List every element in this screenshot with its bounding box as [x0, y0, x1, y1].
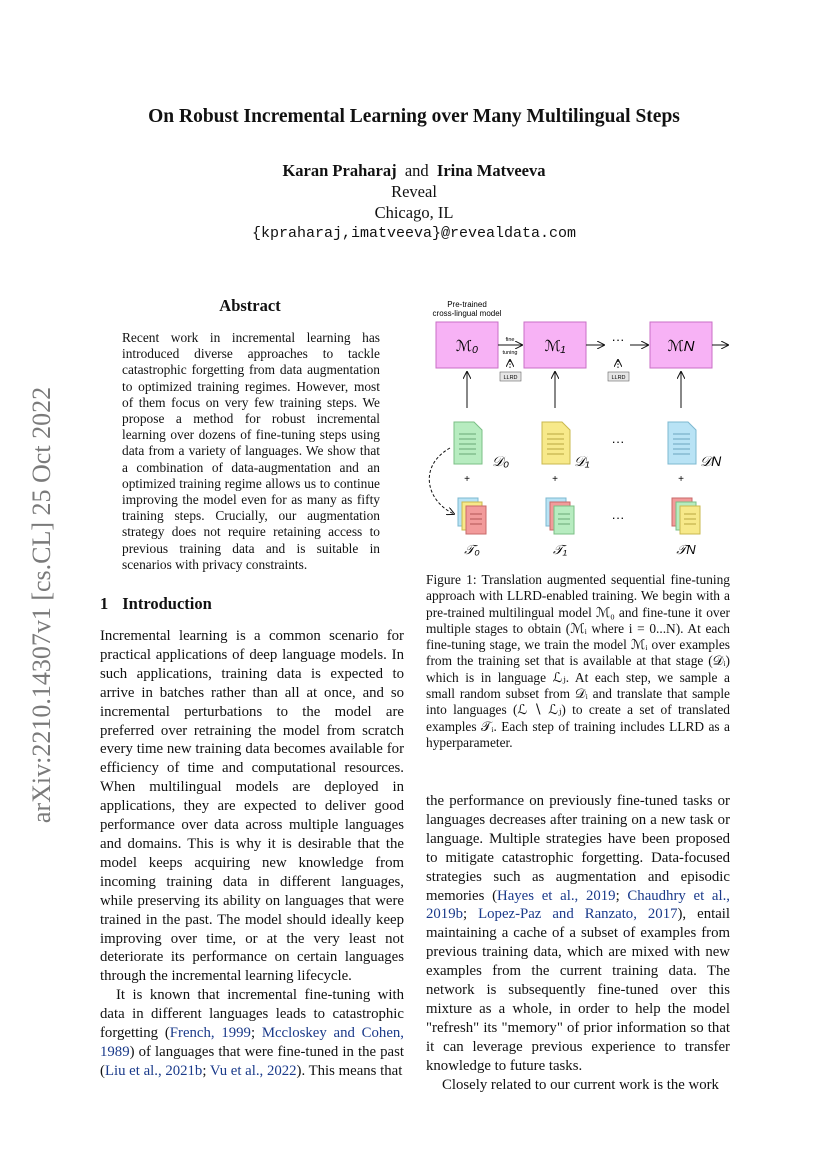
llrd-label: LLRD	[503, 375, 518, 381]
citation-link[interactable]: Hayes et al., 2019	[497, 887, 616, 904]
right-column-body	[426, 792, 730, 1095]
translated-label: 𝒯N	[676, 542, 696, 557]
citation-link[interactable]: Lopez-Paz and Ranzato, 2017	[478, 906, 678, 923]
llrd-label: LLRD	[611, 375, 626, 381]
translated-label: 𝒯₁	[552, 542, 568, 557]
plus-sign: +	[552, 474, 558, 485]
figure-caption: Figure 1: Translation augmented sequential fine-tuning approach with LLRD-enabled training. We begin with a pre-trained multilingual model ℳ₀ and fine-tune it over multiple stages to obtain (ℳᵢ where i = 0...N). At each fine-tuning stage, we train the model ℳᵢ over examples from the training set that is available at that stage (𝒟ᵢ) which is in language ℒⱼ. At each step, we sample a small random subset from 𝒟ᵢ and translate that sample into languages (ℒ ∖ ℒⱼ) to create a set of translated examples 𝒯ᵢ. Each step of training includes LLRD as a hyperparameter.	[426, 572, 730, 750]
citation-link[interactable]: French, 1999	[169, 1025, 251, 1042]
finetune-label: tuning	[502, 350, 518, 356]
translated-set-tn	[672, 498, 700, 534]
finetune-label: fine	[505, 337, 515, 343]
section-title: Introduction	[122, 594, 212, 613]
author-block	[100, 160, 728, 244]
arxiv-identifier: arXiv:2210.14307v1 [cs.CL] 25 Oct 2022	[27, 386, 56, 824]
left-column-body	[100, 627, 404, 1081]
model-label: ℳ₁	[544, 338, 566, 355]
intro-paragraph: Incremental learning is a common scenario for practical applications of deep language models. In such applications, training data is expected to arrive in batches rather than all at once, and so incremental perturbations to the model are preferred over retraining the model from scratch every time new training data becomes available for efficiency of time and computational resources. When multilingual models are deployed in applications, they are expected to deliver good performance over data across multiple languages and domains. This is why it is desirable that the model keeps acquiring new knowledge from incoming training data in different languages, while preserving its ability on languages that were trained in the past. The model should ideally keep improving over time, or at the very least not deteriorate its performance on certain languages through the incremental learning lifecycle.	[100, 628, 404, 985]
section-number: 1	[100, 594, 109, 613]
translated-set-t1	[546, 498, 574, 534]
dataset-document-d1	[542, 422, 570, 464]
citation-link[interactable]: Mccloskey and Cohen, 1989	[100, 1025, 404, 1060]
section-heading	[100, 594, 212, 614]
citation-link[interactable]: Chaudhry et al., 2019b	[426, 887, 731, 923]
dataset-label: 𝒟N	[700, 453, 722, 469]
figure-1-diagram	[418, 296, 738, 561]
ellipsis: ···	[611, 332, 625, 347]
ellipsis: ···	[611, 434, 625, 449]
intro-paragraph: It is known that incremental fine-tuning with data in different languages leads to catastrophic forgetting (French, 1999; Mccloskey and Cohen, 1989) of languages that were fine-tuned in the past (Liu et al., 2021b; Vu et al., 2022). This means that	[100, 987, 404, 1079]
citation-link[interactable]: Liu et al., 2021b	[104, 1062, 203, 1079]
affiliation: Reveal	[391, 182, 437, 201]
pretrained-label: Pre-trained	[447, 300, 487, 309]
model-label: ℳN	[667, 338, 695, 355]
dataset-label: 𝒟₁	[574, 453, 590, 469]
abstract-text: Recent work in incremental learning has introduced diverse approaches to tackle catastrophic forgetting from data augmentation to optimized training regimes. However, most of them focus on very few training steps. We propose a method for robust incremental learning over dozens of fine-tuning steps using data from a variety of languages. We show that a combination of data-augmentation and an optimized training regime allows us to continue improving the model even for as many as fifty training steps. Crucially, our augmentation strategy does not require retaining access to previous training data and is suitable in scenarios with privacy constraints.	[122, 330, 380, 572]
body-paragraph: Closely related to our current work is the work	[442, 1076, 719, 1093]
dataset-label: 𝒟₀	[492, 453, 510, 469]
author-name: Irina Matveeva	[436, 161, 546, 180]
email: {kpraharaj,imatveeva}@revealdata.com	[251, 225, 577, 242]
dataset-document-d0	[454, 422, 482, 464]
translated-label: 𝒯₀	[464, 542, 480, 557]
citation-link[interactable]: Vu et al., 2022	[209, 1062, 297, 1079]
ellipsis: ···	[611, 510, 625, 525]
dataset-document-dn	[668, 422, 696, 464]
translation-arrow	[429, 448, 454, 514]
author-conjunction: and	[404, 161, 429, 180]
body-paragraph: the performance on previously fine-tuned tasks or languages decreases after training on a new task or language. Multiple strategies have been proposed to mitigate catastrophic forgetting. Data-focused strategies such as augmentation and episodic memories (Hayes et al., 2019; Chaudhry et al., 2019b; Lopez-Paz and Ranzato, 2017), entail maintaining a cache of a subset of examples from previous training data, which are mixed with new examples from the current training data. The network is subsequently fine-tuned over this mixture as a whole, in order to help the model "refresh" its "memory" of prior information so that it can leverage previous experience to transfer knowledge to future tasks.	[426, 793, 731, 1074]
abstract-heading: Abstract	[219, 296, 281, 315]
arxiv-sidebar-stamp	[22, 365, 62, 845]
plus-sign: +	[464, 474, 470, 485]
paper-title: On Robust Incremental Learning over Many Multilingual Steps	[148, 106, 680, 127]
location: Chicago, IL	[374, 203, 454, 222]
model-label: ℳ₀	[455, 338, 479, 355]
author-name: Karan Praharaj	[282, 161, 397, 180]
pretrained-label: cross-lingual model	[432, 309, 502, 318]
translated-set-t0	[458, 498, 486, 534]
plus-sign: +	[678, 474, 684, 485]
